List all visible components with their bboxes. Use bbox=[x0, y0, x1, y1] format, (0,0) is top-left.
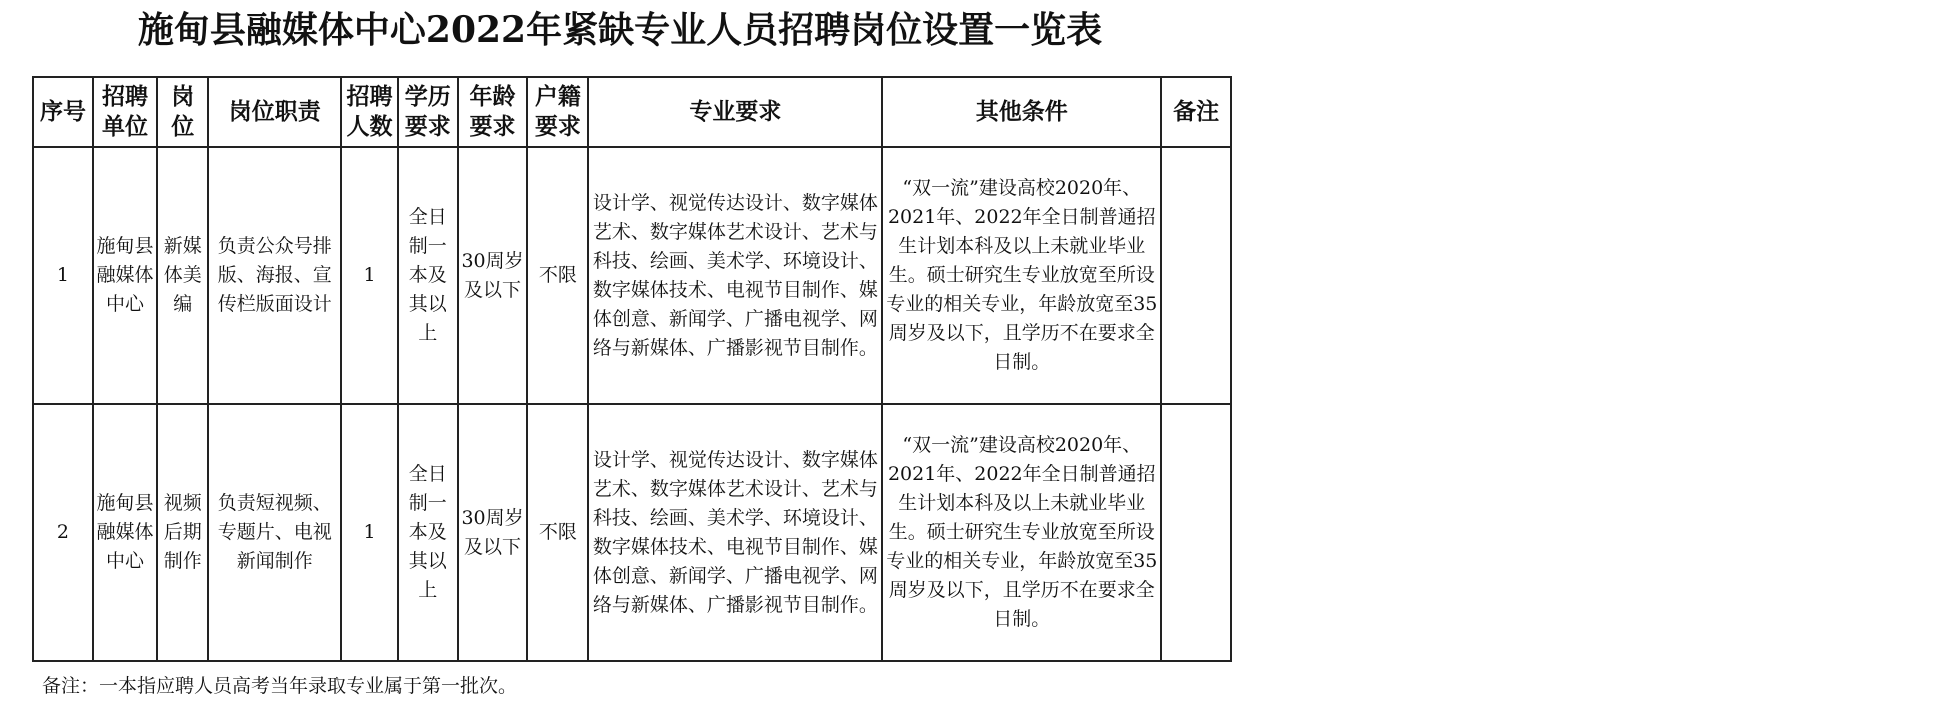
cell-age: 30周岁及以下 bbox=[458, 147, 528, 404]
cell-headcount: 1 bbox=[341, 404, 398, 661]
cell-education: 全日制一本及其以上 bbox=[398, 404, 458, 661]
header-cell-position: 岗位 bbox=[157, 77, 208, 147]
header-cell-employer: 招聘单位 bbox=[93, 77, 157, 147]
header-cell-residence: 户籍要求 bbox=[527, 77, 588, 147]
cell-residence: 不限 bbox=[527, 404, 588, 661]
cell-duties: 负责短视频、专题片、电视新闻制作 bbox=[208, 404, 341, 661]
header-cell-major: 专业要求 bbox=[588, 77, 882, 147]
document-title: 施甸县融媒体中心2022年紧缺专业人员招聘岗位设置一览表 bbox=[137, 9, 1103, 51]
cell-index: 1 bbox=[33, 147, 93, 404]
cell-education: 全日制一本及其以上 bbox=[398, 147, 458, 404]
cell-remarks bbox=[1161, 404, 1231, 661]
table-row bbox=[33, 147, 1231, 404]
cell-residence: 不限 bbox=[527, 147, 588, 404]
cell-other: “双一流”建设高校2020年、2021年、2022年全日制普通招生计划本科及以上未就业毕业生。硕士研究生专业放宽至所设专业的相关专业，年龄放宽至35周岁及以下，且学历不在要求全日制。 bbox=[882, 404, 1161, 661]
header-cell-other: 其他条件 bbox=[882, 77, 1161, 147]
cell-duties: 负责公众号排版、海报、宣传栏版面设计 bbox=[208, 147, 341, 404]
cell-position: 视频后期制作 bbox=[157, 404, 208, 661]
recruitment-table bbox=[32, 76, 1232, 662]
cell-employer: 施甸县融媒体中心 bbox=[93, 404, 157, 661]
cell-other: “双一流”建设高校2020年、2021年、2022年全日制普通招生计划本科及以上未就业毕业生。硕士研究生专业放宽至所设专业的相关专业，年龄放宽至35周岁及以下，且学历不在要求全日制。 bbox=[882, 147, 1161, 404]
cell-major: 设计学、视觉传达设计、数字媒体艺术、数字媒体艺术设计、艺术与科技、绘画、美术学、环境设计、数字媒体技术、电视节目制作、媒体创意、新闻学、广播电视学、网络与新媒体、广播影视节目制作。 bbox=[588, 147, 882, 404]
table-row bbox=[33, 404, 1231, 661]
cell-remarks bbox=[1161, 147, 1231, 404]
header-cell-remarks: 备注 bbox=[1161, 77, 1231, 147]
footnote: 备注：一本指应聘人员高考当年录取专业属于第一批次。 bbox=[42, 675, 518, 697]
cell-major: 设计学、视觉传达设计、数字媒体艺术、数字媒体艺术设计、艺术与科技、绘画、美术学、环境设计、数字媒体技术、电视节目制作、媒体创意、新闻学、广播电视学、网络与新媒体、广播影视节目制作。 bbox=[588, 404, 882, 661]
cell-position: 新媒体美编 bbox=[157, 147, 208, 404]
header-cell-age: 年龄要求 bbox=[458, 77, 528, 147]
cell-employer: 施甸县融媒体中心 bbox=[93, 147, 157, 404]
table-header-row bbox=[33, 77, 1231, 147]
cell-age: 30周岁及以下 bbox=[458, 404, 528, 661]
header-cell-headcount: 招聘人数 bbox=[341, 77, 398, 147]
cell-index: 2 bbox=[33, 404, 93, 661]
header-cell-index: 序号 bbox=[33, 77, 93, 147]
header-cell-education: 学历要求 bbox=[398, 77, 458, 147]
cell-headcount: 1 bbox=[341, 147, 398, 404]
header-cell-duties: 岗位职责 bbox=[208, 77, 341, 147]
